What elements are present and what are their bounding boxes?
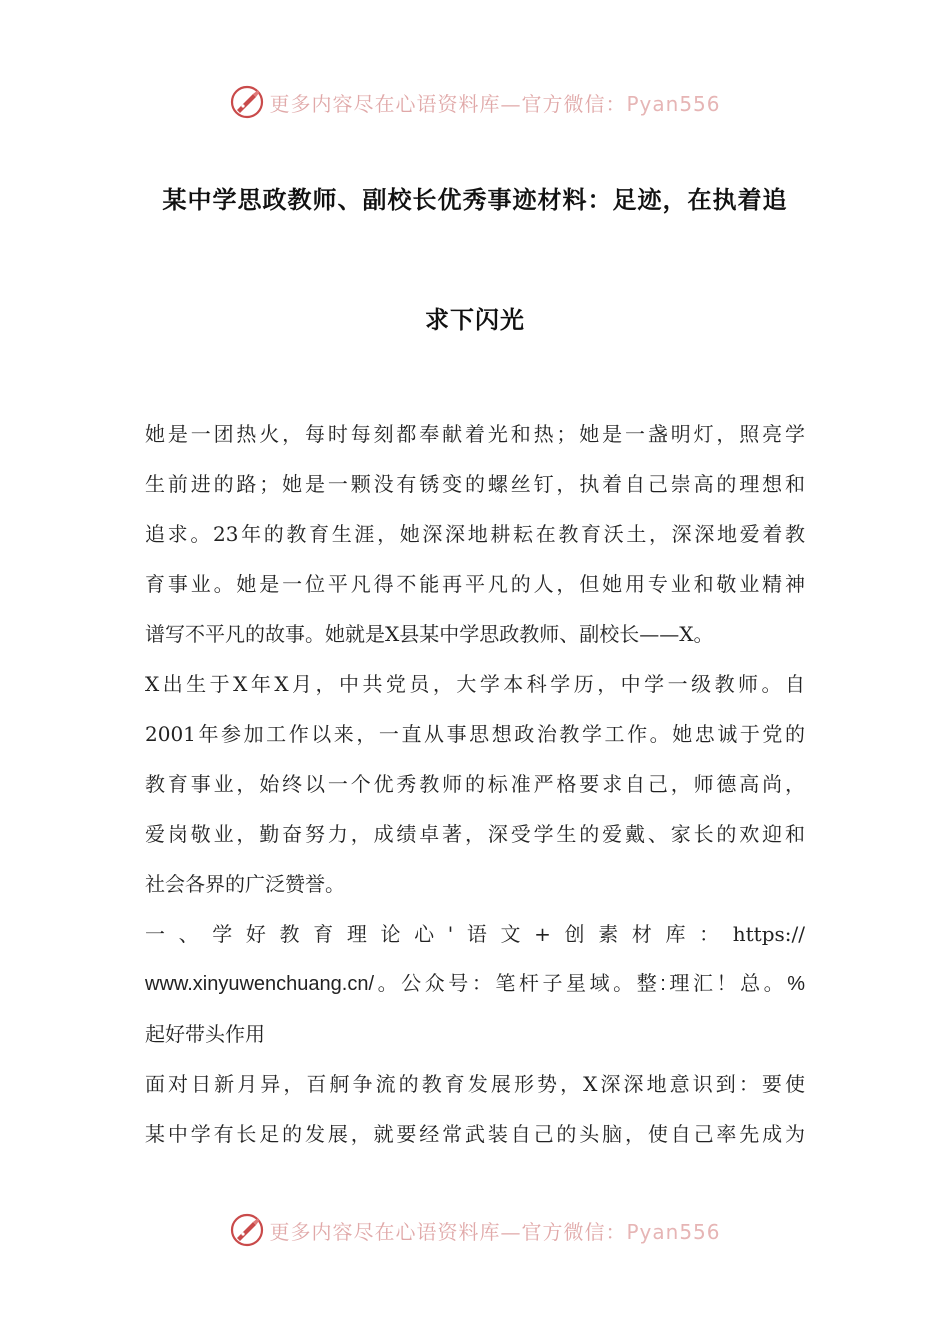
banner-text: 更多内容尽在心语资料库—官方微信：Pyan556 bbox=[269, 1219, 721, 1244]
body-line: 她是一团热火，每时每刻都奉献着光和热；她是一盏明灯，照亮学 bbox=[145, 422, 805, 446]
section-heading-line: 一、学好教育理论心'语文+创素材库：https:// bbox=[145, 922, 805, 946]
body-line: 爱岗敬业，勤奋努力，成绩卓著，深受学生的爱戴、家长的欢迎和 bbox=[145, 822, 805, 846]
body-line: 谱写不平凡的故事。她就是X县某中学思政教师、副校长——X。 bbox=[145, 622, 714, 646]
header-watermark-banner bbox=[0, 82, 950, 122]
body-line: 追求。23年的教育生涯，她深深地耕耘在教育沃土，深深地爱着教 bbox=[145, 522, 805, 546]
body-line: 2001年参加工作以来，一直从事思想政治教学工作。她忠诚于党的 bbox=[145, 722, 805, 746]
body-line: 某中学有长足的发展，就要经常武装自己的头脑，使自己率先成为 bbox=[145, 1122, 805, 1146]
pen-nib-logo-icon bbox=[229, 84, 265, 120]
footer-watermark-banner bbox=[0, 1210, 950, 1250]
pen-nib-logo-icon bbox=[229, 1212, 265, 1248]
body-line: X出生于X年X月，中共党员，大学本科学历，中学一级教师。自 bbox=[145, 672, 805, 696]
body-line: 教育事业，始终以一个优秀教师的标准严格要求自己，师德高尚， bbox=[145, 772, 805, 796]
banner-text: 更多内容尽在心语资料库—官方微信：Pyan556 bbox=[269, 91, 721, 116]
document-title-line-2: 求下闪光 bbox=[425, 305, 525, 334]
section-heading-line: 起好带头作用 bbox=[145, 1022, 265, 1046]
body-line: 社会各界的广泛赞誉。 bbox=[145, 872, 345, 896]
body-line: 育事业。她是一位平凡得不能再平凡的人，但她用专业和敬业精神 bbox=[145, 572, 805, 596]
document-title-line-1: 某中学思政教师、副校长优秀事迹材料：足迹，在执着追 bbox=[162, 185, 788, 214]
document-body bbox=[145, 415, 805, 1165]
body-line: 面对日新月异，百舸争流的教育发展形势，X深深地意识到：要使 bbox=[145, 1072, 805, 1096]
body-line: 生前进的路；她是一颗没有锈变的螺丝钉，执着自己崇高的理想和 bbox=[145, 472, 805, 496]
body-line-link: www.xinyuwenchuang.cn/。公众号：笔杆子星域。整:理汇！总。% bbox=[145, 973, 805, 995]
